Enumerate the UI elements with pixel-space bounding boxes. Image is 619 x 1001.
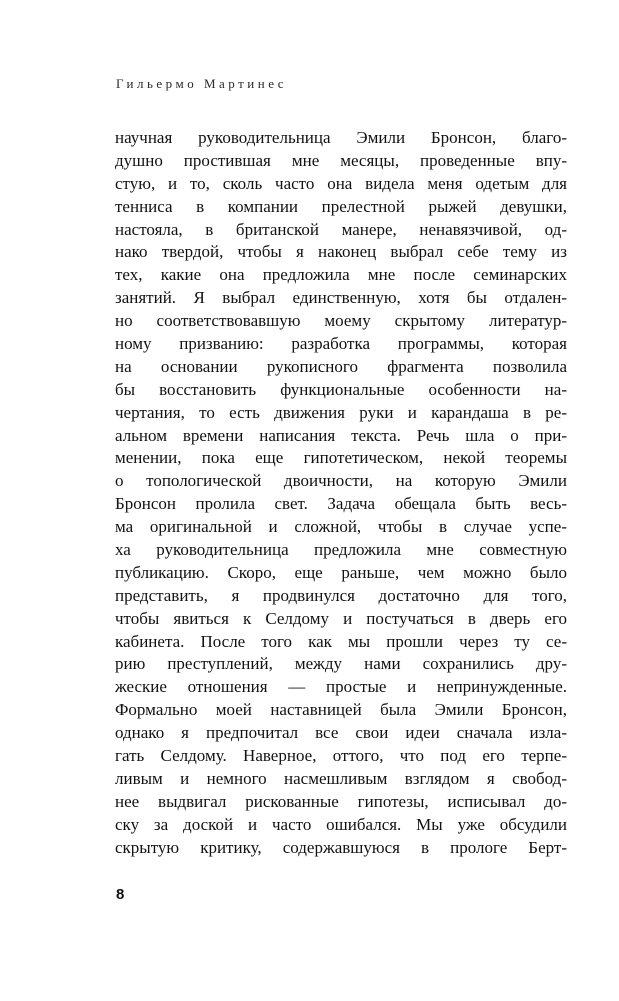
text-line: менении, пока еще гипотетическом, некой теоремы: [115, 448, 567, 468]
text-line: чертания, то есть движения руки и карандаша в ре-: [115, 402, 567, 422]
text-line: скрытую критику, содержавшуюся в прологе Берт-: [115, 837, 567, 857]
text-line: ливым и немного насмешливым взглядом я свобод-: [115, 768, 567, 788]
text-line: душно простившая мне месяцы, проведенные впу-: [115, 150, 567, 170]
text-line: бы восстановить функциональные особенности на-: [115, 379, 567, 399]
text-line: ма оригинальной и сложной, чтобы в случае успе-: [115, 517, 567, 537]
text-line: Формально моей наставницей была Эмили Бронсон,: [115, 700, 567, 720]
text-line: ха руководительница предложила мне совместную: [115, 540, 567, 560]
text-line: тех, какие она предложила мне после семинарских: [115, 265, 567, 285]
text-line: научная руководительница Эмили Бронсон, благо-: [115, 128, 567, 147]
text-line: однако я предпочитал все свои идеи сначала изла-: [115, 723, 567, 743]
text-line: представить, я продвинулся достаточно для того,: [115, 585, 567, 605]
text-line: публикацию. Скоро, еще раньше, чем можно было: [115, 562, 567, 582]
text-line: на основании рукописного фрагмента позволила: [115, 356, 567, 376]
text-line: гать Селдому. Наверное, оттого, что под его терпе-: [115, 746, 567, 766]
text-line: тенниса в компании прелестной рыжей девушки,: [115, 196, 567, 216]
page-number: 8: [116, 886, 125, 903]
text-line: нако твердой, чтобы я наконец выбрал себе тему из: [115, 242, 567, 262]
text-line: настояла, в британской манере, ненавязчивой, од-: [115, 219, 567, 239]
text-line: о топологической двоичности, на которую Эмили: [115, 471, 567, 491]
text-line: жеские отношения — простые и непринужденные.: [115, 677, 567, 697]
text-line: нее выдвигал рискованные гипотезы, исписывал до-: [115, 791, 567, 811]
body-text: [115, 127, 567, 860]
text-line: стую, и то, сколь часто она видела меня одетым для: [115, 173, 567, 193]
text-line: ному призванию: разработка программы, которая: [115, 334, 567, 354]
running-header: Гильермо Мартинес: [116, 76, 288, 91]
text-line: альном времени написания текста. Речь шла о при-: [115, 425, 567, 445]
text-line: кабинета. После того как мы прошли через ту се-: [115, 631, 567, 651]
text-line: но соответствовавшую моему скрытому литератур-: [115, 311, 567, 331]
text-line: Бронсон пролила свет. Задача обещала быть весь-: [115, 494, 567, 514]
text-line: ску за доской и часто ошибался. Мы уже обсудили: [115, 814, 567, 834]
text-line: рию преступлений, между нами сохранились дру-: [115, 654, 567, 674]
text-line: занятий. Я выбрал единственную, хотя бы отдален-: [115, 288, 567, 308]
text-line: чтобы явиться к Селдому и постучаться в дверь его: [115, 608, 567, 628]
